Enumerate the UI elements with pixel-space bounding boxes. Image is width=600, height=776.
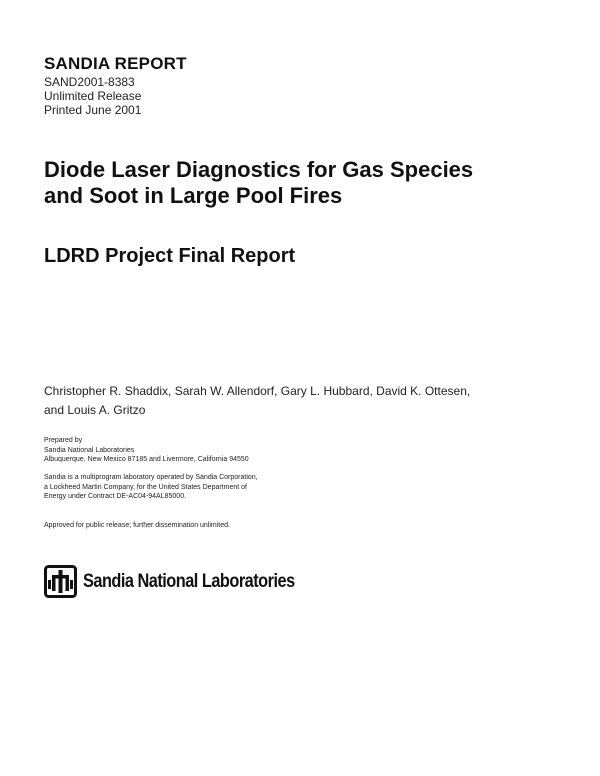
prepared-line-3: Albuquerque, New Mexico 87185 and Livermore, California 94550 [44, 456, 249, 463]
document-subtitle: LDRD Project Final Report [44, 245, 296, 267]
operator-block [44, 473, 258, 502]
sandia-thunderbird-icon [44, 565, 77, 598]
title-line-1: Diode Laser Diagnostics for Gas Species [44, 157, 474, 182]
operator-line-1: Sandia is a multiprogram laboratory operated by Sandia Corporation, [44, 474, 258, 481]
report-label: SANDIA REPORT [44, 54, 187, 73]
authors-line-1: Christopher R. Shaddix, Sarah W. Allendorf, Gary L. Hubbard, David K. Ottesen, [44, 384, 471, 398]
prepared-line-1: Prepared by [44, 437, 83, 444]
release-status: Unlimited Release [44, 89, 142, 103]
sandia-logo [44, 565, 329, 598]
sandia-logo-text: Sandia National Laboratories [83, 570, 295, 592]
prepared-line-2: Sandia National Laboratories [44, 446, 135, 454]
title-line-2: and Soot in Large Pool Fires [44, 183, 343, 208]
prepared-by-block [44, 436, 249, 465]
approval-statement: Approved for public release; further dissemination unlimited. [44, 522, 230, 529]
document-title [44, 157, 544, 209]
authors-line-2: and Louis A. Gritzo [44, 403, 146, 417]
print-date: Printed June 2001 [44, 103, 142, 117]
operator-line-3: Energy under Contract DE-AC04-94AL85000. [44, 493, 187, 500]
operator-line-2: a Lockheed Martin Company, for the United States Department of [44, 483, 247, 491]
report-number: SAND2001-8383 [44, 75, 135, 89]
author-list [44, 382, 564, 420]
